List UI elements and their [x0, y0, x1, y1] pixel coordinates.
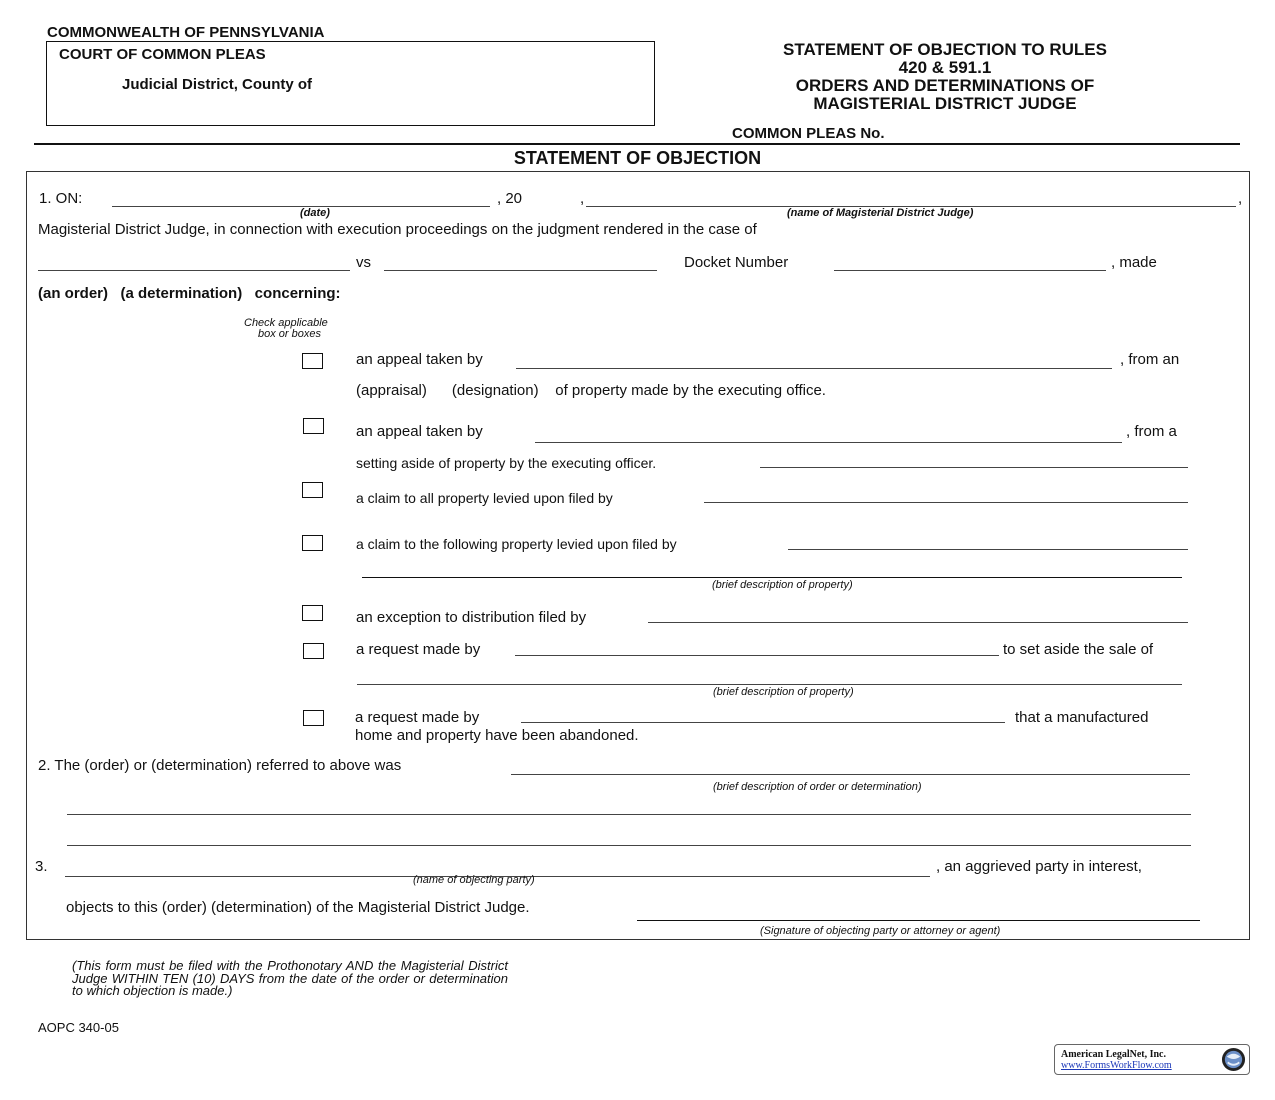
- item3-caption: (name of objecting party): [413, 874, 535, 886]
- option5-checkbox[interactable]: [302, 605, 323, 621]
- header-divider: [34, 143, 1240, 145]
- court-name: COURT OF COMMON PLEAS: [59, 46, 266, 63]
- option6-suffix: to set aside the sale of: [1003, 641, 1154, 658]
- section-title: STATEMENT OF OBJECTION: [513, 148, 762, 168]
- trailing-comma: ,: [1238, 190, 1243, 207]
- option1-checkbox[interactable]: [302, 353, 323, 369]
- filing-notice: (This form must be filed with the Prothonotary AND the Magisterial District Judge WITHIN TEN (10) DAYS from the date of the order or determination to which objection is made.): [72, 958, 508, 998]
- common-pleas-number-label: COMMON PLEAS No.: [732, 125, 885, 142]
- globe-icon: [1221, 1047, 1246, 1072]
- option4-text: a claim to the following property levied upon filed by: [356, 536, 677, 552]
- option6-field[interactable]: [515, 655, 999, 656]
- option1-text: an appeal taken by: [356, 351, 483, 368]
- docket-label: Docket Number: [684, 254, 789, 271]
- option3-checkbox[interactable]: [302, 482, 323, 498]
- option1-suffix: , from an: [1120, 351, 1180, 368]
- option6-property-field[interactable]: [357, 684, 1182, 685]
- option5-field[interactable]: [648, 622, 1188, 623]
- item3-suffix: , an aggrieved party in interest,: [936, 858, 1142, 875]
- option5-text: an exception to distribution filed by: [356, 609, 587, 626]
- option6-checkbox[interactable]: [303, 643, 324, 659]
- option3-field[interactable]: [704, 502, 1188, 503]
- vs-label: vs: [356, 254, 371, 271]
- option4-checkbox[interactable]: [302, 535, 323, 551]
- option4-caption: (brief description of property): [712, 579, 853, 591]
- item2-field-line3[interactable]: [67, 845, 1191, 846]
- form-title: [700, 41, 1190, 113]
- form-title-line-3: ORDERS AND DETERMINATIONS OF: [795, 76, 1095, 95]
- made-label: , made: [1111, 254, 1157, 271]
- option7-suffix: that a manufactured: [1015, 709, 1149, 726]
- option6-caption: (brief description of property): [713, 686, 854, 698]
- item1-on-label: 1. ON:: [39, 190, 83, 207]
- signature-caption: (Signature of objecting party or attorney or agent): [760, 925, 1001, 937]
- logo-url[interactable]: www.FormsWorkFlow.com: [1061, 1060, 1172, 1071]
- option4-property-field[interactable]: [362, 577, 1182, 578]
- check-caption-2: box or boxes: [258, 328, 321, 340]
- defendant-field[interactable]: [384, 270, 657, 271]
- option2-field[interactable]: [535, 442, 1122, 443]
- form-number: AOPC 340-05: [38, 1020, 119, 1035]
- signature-field[interactable]: [637, 920, 1200, 921]
- item3-number: 3.: [35, 858, 48, 875]
- form-title-line-1: STATEMENT OF OBJECTION TO RULES: [783, 40, 1107, 59]
- option7-line2: home and property have been abandoned.: [355, 727, 639, 744]
- docket-number-field[interactable]: [834, 270, 1106, 271]
- option7-text: a request made by: [355, 709, 480, 726]
- option7-checkbox[interactable]: [303, 710, 324, 726]
- option7-field[interactable]: [521, 722, 1005, 723]
- item2-field-line2[interactable]: [67, 814, 1191, 815]
- option2-checkbox[interactable]: [303, 418, 324, 434]
- judicial-district-label: Judicial District, County of: [122, 76, 313, 93]
- order-options: (an order) (a determination) concerning:: [38, 285, 341, 302]
- option1-field[interactable]: [516, 368, 1112, 369]
- item3-objects-text: objects to this (order) (determination) of the Magisterial District Judge.: [66, 899, 530, 916]
- item2-field[interactable]: [511, 774, 1190, 775]
- option4-field[interactable]: [788, 549, 1188, 550]
- option2-line2: setting aside of property by the executing officer.: [356, 455, 657, 471]
- connection-text: Magisterial District Judge, in connection with execution proceedings on the judgment rendered in the case of: [38, 221, 757, 238]
- judge-caption: (name of Magisterial District Judge): [787, 207, 974, 219]
- plaintiff-field[interactable]: [38, 270, 350, 271]
- american-legalnet-logo[interactable]: [1054, 1044, 1250, 1075]
- date-caption: (date): [300, 207, 330, 219]
- option6-text: a request made by: [356, 641, 481, 658]
- item2-caption: (brief description of order or determination): [713, 781, 922, 793]
- check-caption-1: Check applicable: [244, 317, 328, 329]
- year-prefix: , 20: [497, 190, 523, 207]
- option2-suffix: , from a: [1126, 423, 1177, 440]
- option3-text: a claim to all property levied upon filed by: [356, 490, 613, 506]
- option2-text: an appeal taken by: [356, 423, 483, 440]
- commonwealth-heading: COMMONWEALTH OF PENNSYLVANIA: [47, 24, 325, 41]
- comma-separator: ,: [580, 190, 585, 207]
- option1-line2: (appraisal) (designation) of property made by the executing office.: [356, 382, 826, 399]
- option2-extra-field[interactable]: [760, 467, 1188, 468]
- item2-text: 2. The (order) or (determination) referred to above was: [38, 757, 402, 774]
- logo-name: American LegalNet, Inc.: [1061, 1049, 1166, 1060]
- form-title-line-2: 420 & 591.1: [898, 58, 992, 77]
- form-title-line-4: MAGISTERIAL DISTRICT JUDGE: [813, 94, 1077, 113]
